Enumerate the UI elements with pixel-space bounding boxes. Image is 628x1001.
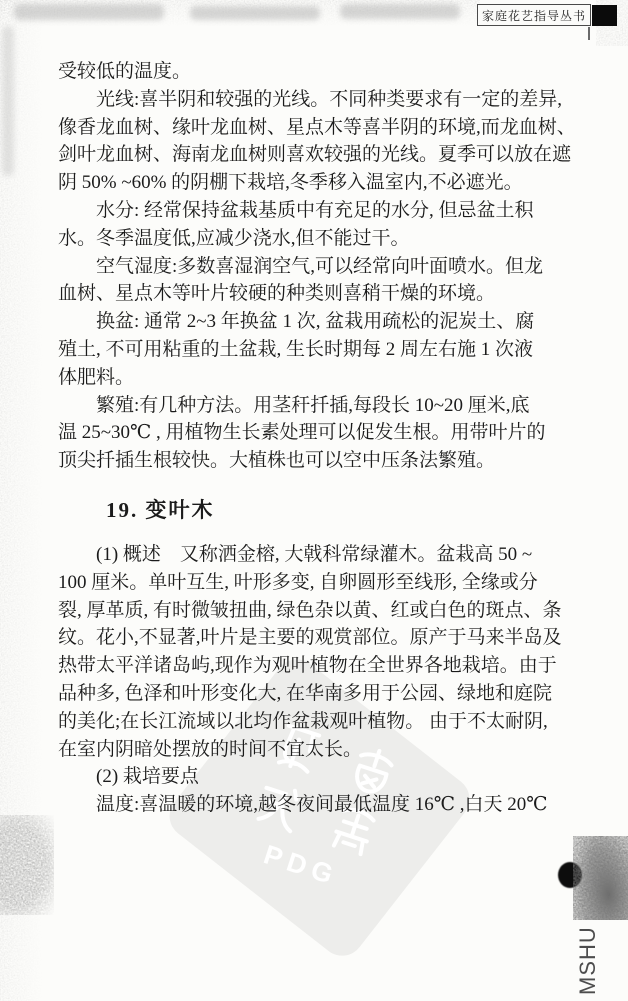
text-line: 空气湿度:多数喜湿润空气,可以经常向叶面喷水。但龙	[96, 255, 544, 277]
text-line: 换盆: 通常 2~3 年换盆 1 次, 盆栽用疏松的泥炭土、腐	[96, 311, 535, 333]
text-line: 温 25~30℃ , 用植物生长素处理可以促发生根。用带叶片的	[58, 422, 546, 444]
page-text-block	[58, 58, 576, 819]
text-line: 像香龙血树、缘叶龙血树、星点木等喜半阴的环境,而龙血树、	[58, 116, 576, 138]
scan-ghost-text	[340, 4, 460, 19]
series-banner-label: 家庭花艺指导丛书	[482, 8, 587, 23]
text-line: 阴 50% ~60% 的阴棚下栽培,冬季移入温室内,不必遮光。	[58, 172, 523, 194]
text-line: 繁殖:有几种方法。用茎秆扦插,每段长 10~20 厘米,底	[96, 394, 530, 416]
text-line: 100 厘米。单叶互生, 叶形多变, 自卵圆形至线形, 全缘或分	[58, 571, 538, 593]
series-banner-box	[477, 4, 591, 26]
text-line: 温度:喜温暖的环境,越冬夜间最低温度 16℃ ,白天 20℃	[96, 794, 548, 816]
scan-ghost-text	[14, 4, 164, 20]
text-line: 在室内阴暗处摆放的时间不宜太长。	[58, 738, 363, 760]
text-line: 血树、星点木等叶片较硬的种类则喜稍干燥的环境。	[58, 283, 496, 305]
scan-noise-bottom-left	[0, 815, 54, 915]
side-mark-label: MSHU	[575, 926, 600, 995]
text-line: 水。冬季温度低,应减少浇水,但不能过干。	[58, 227, 410, 249]
text-line: 热带太平洋诸岛屿,现作为观叶植物在全世界各地栽培。由于	[58, 655, 557, 677]
scan-ghost-streak	[2, 26, 14, 176]
series-banner	[477, 4, 617, 26]
text-line: 受较低的温度。	[58, 61, 192, 82]
text-line: 剑叶龙血树、海南龙血树则喜欢较强的光线。夏季可以放在遮	[58, 144, 572, 166]
scan-ghost-text	[190, 6, 320, 20]
text-line: 的美化;在长江流域以北均作盆栽观叶植物。 由于不太耐阴,	[58, 710, 548, 732]
text-line: 纹。花小,不显著,叶片是主要的观赏部位。原产于马来半岛及	[58, 627, 562, 649]
text-line: (1) 概述 又称洒金榕, 大戟科常绿灌木。盆栽高 50 ~	[96, 543, 533, 565]
text-line: 殖土, 不可用粘重的土盆栽, 生长时期每 2 周左右施 1 次液	[58, 338, 534, 360]
section-heading: 19. 变叶木	[106, 497, 215, 522]
text-line: 体肥料。	[58, 366, 135, 388]
text-line: 光线:喜半阴和较强的光线。不同种类要求有一定的差异,	[96, 88, 563, 110]
pdg-watermark-label: PDG	[259, 838, 342, 892]
text-line: 裂, 厚革质, 有时微皱扭曲, 绿色杂以黄、红或白色的斑点、条	[58, 599, 562, 621]
banner-tick-mark	[588, 27, 590, 40]
text-line: 品种多, 色泽和叶形变化大, 在华南多用于公园、绿地和庭院	[58, 682, 553, 704]
text-line: 顶尖扦插生根较快。大植株也可以空中压条法繁殖。	[58, 450, 496, 472]
text-line: 水分: 经常保持盆栽基质中有充足的水分, 但忌盆土积	[96, 199, 534, 221]
text-line: (2) 栽培要点	[96, 766, 199, 788]
banner-black-square	[592, 5, 617, 26]
